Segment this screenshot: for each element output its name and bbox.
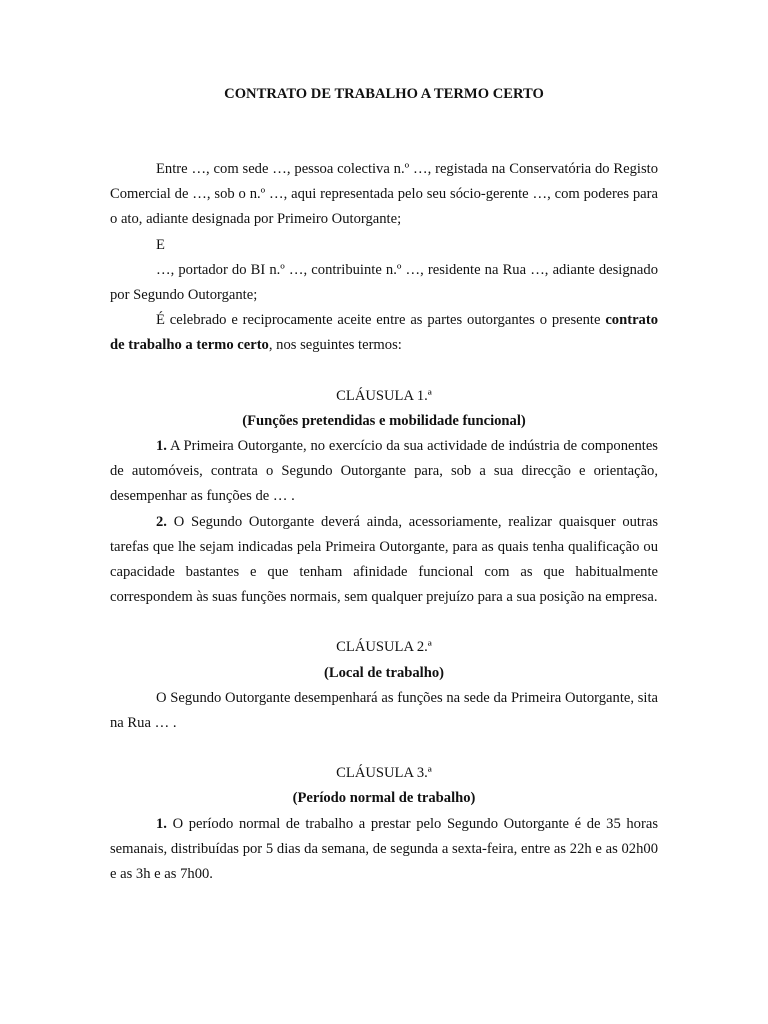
clause-2-text: O Segundo Outorgante desempenhará as funções na sede da Primeira Outorgante, sita na Rua … .	[110, 689, 658, 732]
intro-first-party: Entre …, com sede …, pessoa colectiva n.º …, registada na Conservatória do Registo Comercial de …, sob o n.º …, aqui representada pelo seu sócio-gerente …, com poderes para o ato, adiante designada por Primeiro Outorgante;	[110, 161, 658, 228]
intro-agreement-end: , nos seguintes termos:	[268, 337, 402, 354]
clause-1-heading: CLÁUSULA 1.ª	[336, 387, 432, 404]
intro-and: E	[156, 236, 165, 253]
clause-1-item-1-text: A Primeira Outorgante, no exercício da sua actividade de indústria de componentes de automóveis, contrata o Segundo Outorgante para, sob a sua direcção e orientação, desempenhar as funções de … .	[110, 438, 658, 505]
intro-second-party: …, portador do BI n.º …, contribuinte n.º …, residente na Rua …, adiante designado por Segundo Outorgante;	[110, 261, 658, 304]
clause-3-item-1-text: O período normal de trabalho a prestar pelo Segundo Outorgante é de 35 horas semanais, distribuídas por 5 dias da semana, de segunda a sexta-feira, entre as 22h e as 02h00 e as 3h e as 7h00.	[110, 815, 658, 883]
clause-2-heading: CLÁUSULA 2.ª	[336, 639, 432, 656]
clause-1-item-2	[110, 510, 658, 611]
clause-2-subheading: (Local de trabalho)	[324, 664, 444, 681]
clause-1-item-1-number: 1.	[156, 438, 167, 455]
intro-agreement-start: É celebrado e reciprocamente aceite entre as partes outorgantes o presente	[156, 312, 606, 329]
contract-type: contrato de trabalho a termo certo	[110, 312, 658, 354]
document-title: CONTRATO DE TRABALHO A TERMO CERTO	[224, 86, 544, 102]
clause-3-item-1	[110, 812, 658, 888]
clause-1-subheading: (Funções pretendidas e mobilidade funcional)	[242, 412, 526, 429]
clause-1-item-2-text: O Segundo Outorgante deverá ainda, acessoriamente, realizar quaisquer outras tarefas que lhe sejam indicadas pela Primeira Outorgante, para as quais tenha qualificação ou capacidade bastantes e que tenham afinidade funcional com as que habitualmente correspondem às suas funções normais, sem qualquer prejuízo para a sua posição na empresa.	[110, 513, 658, 606]
clause-1-item-2-number: 2.	[156, 513, 167, 530]
document-body	[110, 157, 658, 887]
clause-3-item-1-number: 1.	[156, 815, 167, 832]
clause-3-subheading: (Período normal de trabalho)	[292, 790, 476, 807]
intro-agreement	[110, 308, 658, 358]
clause-1-item-1	[110, 434, 658, 510]
clause-3-heading: CLÁUSULA 3.ª	[336, 765, 432, 782]
